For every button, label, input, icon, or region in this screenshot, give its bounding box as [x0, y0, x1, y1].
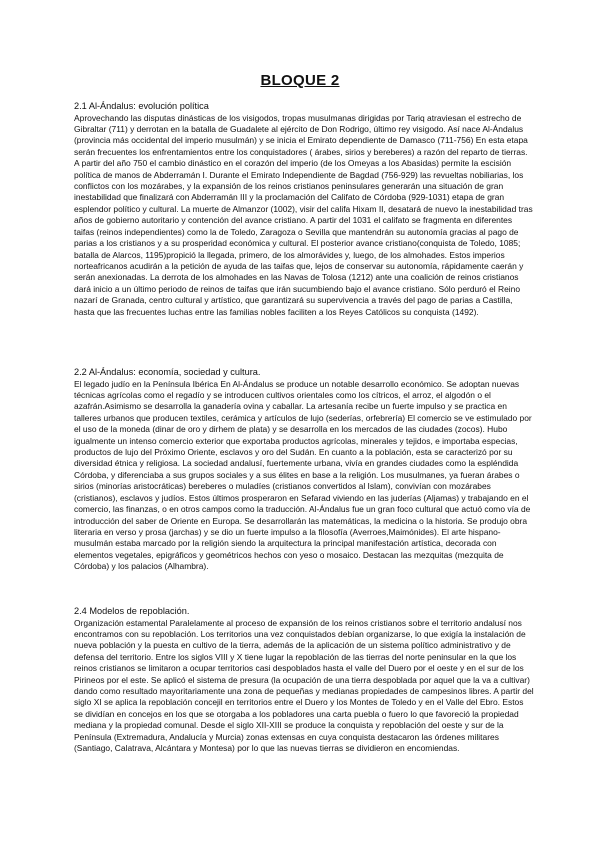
section-heading: 2.4 Modelos de repoblación. — [74, 606, 190, 616]
section-modelos-repoblacion — [74, 606, 534, 755]
section-heading: 2.2 Al-Ándalus: economía, sociedad y cultura. — [74, 367, 261, 377]
section-body: Aprovechando las disputas dinásticas de los visigodos, tropas musulmanas dirigidas por Tariq atraviesan el estrecho de Gibraltar (711) y derrotan en la batalla de Guadalete al ejército de Don Rodrigo, último rey visigodo. Así nace Al-Ándalus (provincia más occidental del imperio musulmán) y se inicia el Emirato dependiente de Damasco (711-756) En esta etapa serán frecuentes los enfrentamientos entre los conquistadores ( árabes, sirios y bereberes) a razón del reparto de tierras. A partir del año 750 el cambio dinástico en el corazón del imperio (de los Omeyas a los Abasidas) permite la escisión política de manos de Abderramán I. Durante el Emirato Independiente de Bagdad (756-929) las revueltas nobiliarias, los conflictos con los mozárabes, y la expansión de los reinos cristianos peninsulares generarán una situación de gran inestabilidad que finalizará con Abderramán III y la proclamación del Califato de Córdoba (929-1031) etapa de gran esplendor político y cultural. La muerte de Almanzor (1002), visir del califa Hixam II, desatará de nuevo la inestabilidad tras años de gobierno autoritario y contención del avance cristiano. A partir del 1031 el califato se fragmenta en diferentes taifas (reinos independientes) como la de Toledo, Zaragoza o Sevilla que mantendrán su autonomía gracias al pago de parias a los cristianos y a su prosperidad económica y cultural. El posterior avance cristiano(conquista de Toledo, 1085; batalla de Alarcos, 1195)propició la llegada, primero, de los almorávides y, luego, de los almohades. Estos imperios norteafricanos acudirán a la petición de ayuda de las taifas que, lejos de conservar su autonomía, rápidamente caerán y serán anexionadas. La derrota de los almohades en las Navas de Tolosa (1212) ante una coalición de reinos cristianos dará inicio a un último periodo de reinos de taifas que irán sucumbiendo bajo el avance cristiano. Sólo perduró el Reino nazarí de Granada, centro cultural y artístico, que garantizará su supervivencia a través del pago de parias a Castilla, hasta que las frecuentes luchas entre las familias nobles faciliten a los Reyes Católicos su conquista (1492). — [74, 112, 533, 317]
section-body: El legado judío en la Península Ibérica En Al-Ándalus se produce un notable desarrollo económico. Se adoptan nuevas técnicas agrícolas como el regadío y se introducen cultivos orientales como los cítricos, el arroz, el algodón o el azafrán.Asimismo se desarrolla la ganadería ovina y caballar. La artesanía recibe un fuerte impulso y se practica en talleres urbanos que producen textiles, cerámica y artículos de lujo (sederías, orfebrería) El comercio se ve estimulado por el uso de la moneda (dinar de oro y dirhem de plata) y se desarrolla en los mercados de las ciudades (zocos). Hubo igualmente un intenso comercio exterior que exportaba productos agrícolas, minerales y tejidos, e importaba especias, productos de lujo del Próximo Oriente, esclavos y oro del Sudán. En cuanto a la población, esta se caracterizó por su diversidad étnica y religiosa. La sociedad andalusí, fuertemente urbana, vivía en grandes ciudades como la espléndida Córdoba, y diferenciaba a sus grupos sociales y a sus élites en base a la religión. Los musulmanes, ya fueran árabes o sirios (minorías aristocráticas) bereberes o muladíes (cristianos convertidos al Islam), convivían con mozárabes (cristianos), esclavos y judíos. Estos últimos prosperaron en Sefarad viviendo en las juderías (Aljamas) y trabajando en el comercio, las finanzas, o en otros campos como la traducción. Al-Ándalus fue un gran foco cultural que actuó como vía de introducción del saber de Oriente en Europa. Se desarrollarán las matemáticas, la medicina o la historia. Se produjo obra literaria en verso y prosa (jarchas) y se dio un fuerte impulso a la filosofía (Averroes,Maimónides). El arte hispano-musulmán estaba marcado por la religión siendo la arquitectura la principal manifestación artística, decorada con elementos vegetales, epigráficos y geométricos hechos con yeso o mosaico. Destacan las mezquitas (mezquita de Córdoba) y los palacios (Alhambra). — [74, 378, 532, 572]
section-body: Organización estamental Paralelamente al proceso de expansión de los reinos cristianos sobre el territorio andalusí nos encontramos con su repoblación. Los territorios una vez conquistados debían organizarse, lo que exigía la instalación de nueva población y la puesta en cultivo de la tierra, además de la aplicación de un sistema político administrativo y de defensa del territorio. Entre los siglos VIII y X tiene lugar la repoblación de las tierras del norte peninsular en la que los reinos cristianos se limitaron a ocupar territorios casi despoblados hasta el valle del Duero por el oeste y en el sur de los Pirineos por el este. Se aplicó el sistema de presura (la ocupación de una tierra despoblada por aquel que la va a cultivar) dando como resultado mayoritariamente una zona de pequeñas y medianas propiedades de campesinos libres. A partir del siglo XI se aplica la repoblación concejil en territorios entre el Duero y los Montes de Toledo y en el Valle del Ebro. Estos se dividían en concejos en los que se otorgaba a los pobladores una carta puebla o fuero lo que favoreció la propiedad mediana y la propiedad comunal. Desde el siglo XII-XIII se produce la conquista y repoblación del oeste y sur de la Península (Extremadura, Andalucía y Murcia) zonas extensas en cuya conquista destacaron las órdenes militares (Santiago, Calatrava, Alcántara y Montesa) por lo que las nuevas tierras se dividieron en encomiendas. — [74, 617, 534, 754]
section-evolucion-politica — [74, 101, 534, 318]
page-title: BLOQUE 2 — [260, 72, 340, 89]
section-economia-sociedad-cultura — [74, 367, 534, 573]
section-heading: 2.1 Al-Ándalus: evolución política — [74, 101, 209, 111]
